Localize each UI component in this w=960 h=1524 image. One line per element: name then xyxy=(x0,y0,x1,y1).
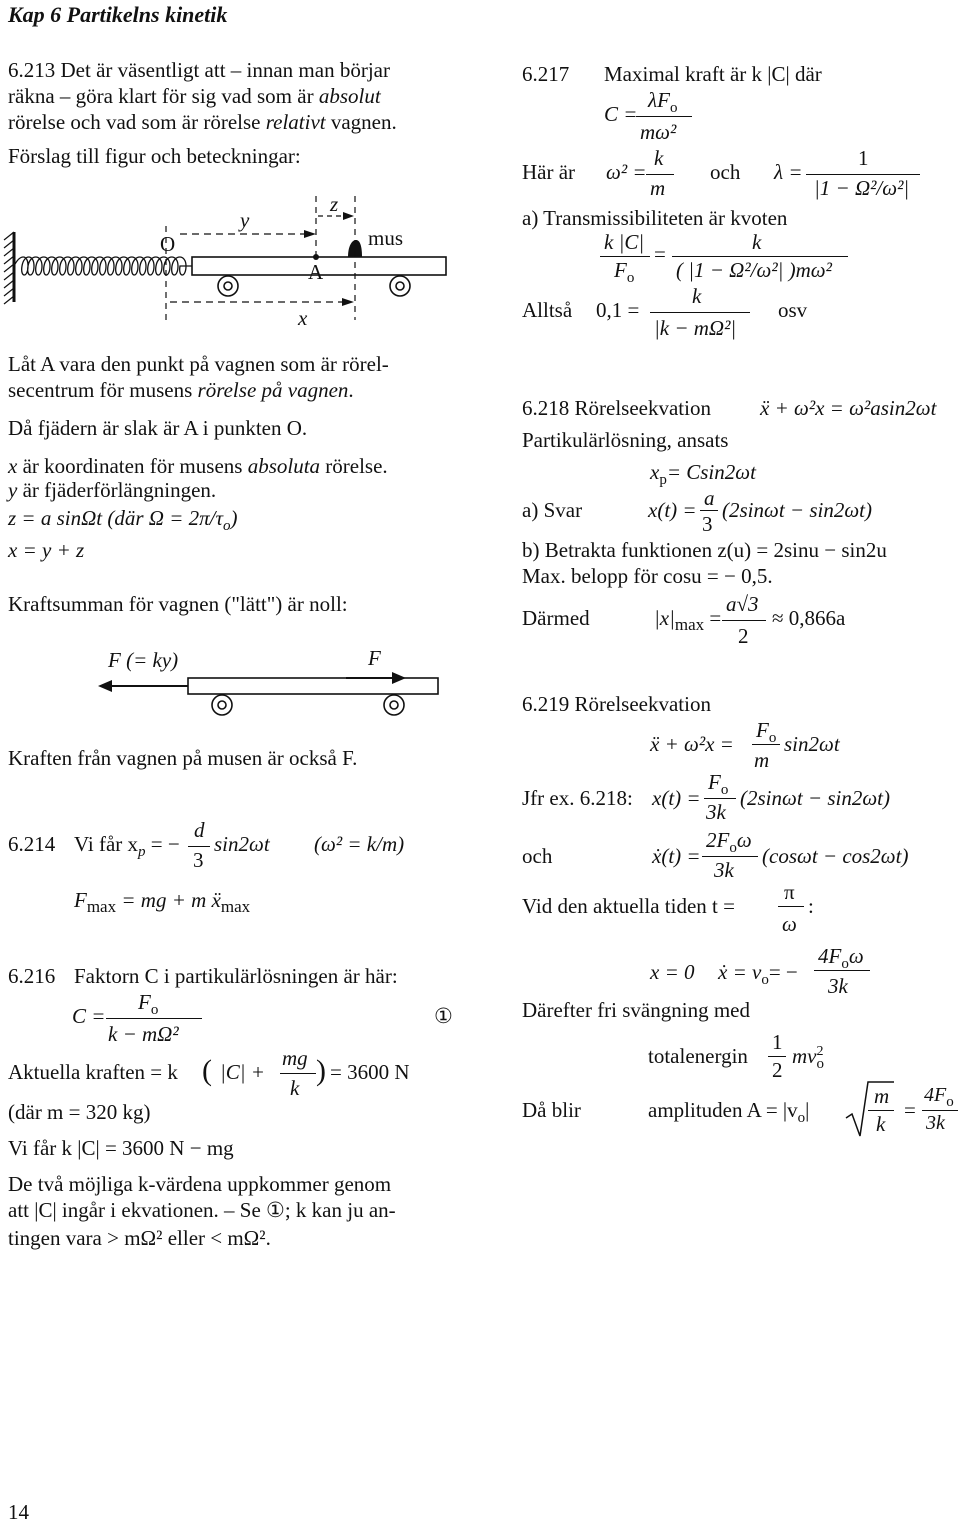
p6217-kc: k |C| xyxy=(604,230,645,254)
p6216-c-num: $F_o$ xyxy=(138,990,159,1018)
p6218-a-rhs: (2sinωt − sin2ωt) xyxy=(722,498,872,522)
p6217-k3: k xyxy=(692,284,702,308)
p6217-lambda: λ = xyxy=(774,160,803,184)
p6219-sq-num: m xyxy=(874,1084,890,1108)
p6214-eq2: $F_{max}$ = mg + m ẍ$_{max}$ xyxy=(74,888,251,916)
p6214-den: 3 xyxy=(193,848,204,872)
text1-line5: y är fjäderförlängningen. xyxy=(8,478,217,502)
text1-line4: x är koordinaten för musens absoluta rörelse. xyxy=(8,454,388,478)
p6219-v0-den: 3k xyxy=(828,974,848,998)
p6217-eq: = xyxy=(654,242,666,266)
spring-cart-figure xyxy=(0,190,460,330)
p6216-force-num: mg xyxy=(282,1046,308,1070)
p6219-eq-num: $F_o$ xyxy=(756,718,777,746)
p6219-jfr-lhs: x(t) = xyxy=(652,786,701,810)
p6217-one: 1 xyxy=(858,146,869,170)
text2: Kraften från vagnen på musen är också F. xyxy=(8,746,358,770)
p6219-vid-den: ω xyxy=(782,912,797,936)
fig1-label-x: x xyxy=(298,306,308,330)
p6217-k2: k xyxy=(752,230,762,254)
p6218-a-bar xyxy=(700,510,718,511)
p6217-line1: Maximal kraft är k |C| där xyxy=(604,62,822,86)
p6218-d-den: 2 xyxy=(738,624,749,648)
p6218-d-num: a√3 xyxy=(726,592,759,616)
p6216-force-rhs: = 3600 N xyxy=(330,1060,410,1084)
p6216-vi-far: Vi får k |C| = 3600 N − mg xyxy=(8,1136,234,1160)
p6216-paren-left: ( xyxy=(202,1054,212,1087)
text1-line2: secentrum för musens rörelse på vagnen. xyxy=(8,378,354,402)
p6219-darefter: Därefter fri svängning med xyxy=(522,998,750,1022)
p6219-amp-num: $4F_o$ xyxy=(924,1084,954,1110)
p6219-jfr-rhs: (2sinωt − sin2ωt) xyxy=(740,786,890,810)
p6218-xmax: $|x|_{max}$ = xyxy=(654,606,722,634)
p6217-c-lhs: C = xyxy=(604,102,638,126)
p6214-sin: sin2ωt xyxy=(214,832,270,856)
cart2-body xyxy=(188,678,438,694)
p6218-max-line: Max. belopp för cosu = − 0,5. xyxy=(522,564,773,588)
p6217-t-den: ( |1 − Ω²/ω²| )mω² xyxy=(676,258,832,282)
text1-line8: Kraftsumman för vagnen ("lätt") är noll: xyxy=(8,592,348,616)
p6214-frac-bar xyxy=(188,846,210,847)
p6219-line1: 6.219 Rörelseekvation xyxy=(522,692,711,716)
fig2-right-label: F xyxy=(368,646,381,670)
p6218-d-bar xyxy=(722,620,766,621)
p6217-Fo: $F_o$ xyxy=(614,258,635,286)
p6217-val: 0,1 = xyxy=(596,298,640,322)
p6219-vid-num: π xyxy=(784,880,795,904)
p6219-v0-num: $4F_o\omega$ xyxy=(818,944,864,972)
p6217-a-bar xyxy=(650,312,750,313)
p6219-och-num: $2F_o\omega$ xyxy=(706,828,752,856)
p6216-circle-marker: ① xyxy=(434,1004,453,1028)
p6217-c-num: $\lambda F_o$ xyxy=(648,88,678,116)
problem-6213-line2: räkna – göra klart för sig vad som är absolut xyxy=(8,84,381,108)
p6219-total: totalenergin xyxy=(648,1044,748,1068)
spring xyxy=(14,257,192,275)
p6216-paren-right: ) xyxy=(316,1054,326,1087)
p6218-line2: Partikulärlösning, ansats xyxy=(522,428,729,452)
fig2-left-label: F (= ky) xyxy=(108,648,179,672)
p6219-och-rhs: (cosωt − cos2ωt) xyxy=(762,844,909,868)
p6216-force-bar xyxy=(280,1073,316,1074)
p6216-c-den: k − mΩ² xyxy=(108,1022,179,1046)
p6214-eq1-lhs: Vi får $x_p$ = − xyxy=(74,832,180,860)
p6219-jfr-bar xyxy=(704,798,736,799)
p6218-a-den: 3 xyxy=(702,512,713,536)
p6219-eq-den: m xyxy=(754,748,770,772)
p6219-dablir: Då blir xyxy=(522,1098,581,1122)
cart-forces-figure xyxy=(0,660,460,720)
p6218-b-line: b) Betrakta funktionen z(u) = 2sinu − sin2u xyxy=(522,538,887,562)
text1-line1: Låt A vara den punkt på vagnen som är rörel- xyxy=(8,352,389,376)
p6216-c-bar xyxy=(106,1018,202,1019)
p6218-eq1: ẍ + ω²x = ω²asin2ωt xyxy=(760,396,937,420)
p6217-c-den: mω² xyxy=(640,120,677,144)
p6216-label: 6.216 xyxy=(8,964,56,988)
p6219-v0: ẋ = $v_o=$ − xyxy=(718,960,798,988)
p6219-x0: x = 0 xyxy=(650,960,695,984)
p6216-force-inner: |C| + xyxy=(220,1060,265,1084)
problem-6213-line4: Förslag till figur och beteckningar: xyxy=(8,144,301,168)
p6217-lambda-bar xyxy=(806,174,920,175)
page-header: Kap 6 Partikelns kinetik xyxy=(8,2,228,27)
p6217-och: och xyxy=(710,160,741,184)
p6216-force-den: k xyxy=(290,1076,300,1100)
p6219-amp-bar xyxy=(922,1110,958,1111)
fig1-label-y: y xyxy=(240,208,250,232)
p6219-amp: amplituden $A = |v_o|$ xyxy=(648,1098,810,1126)
p6219-eq-rhs: sin2ωt xyxy=(784,732,840,756)
p6216-end-line1: De två möjliga k-värdena uppkommer genom xyxy=(8,1172,392,1196)
p6219-v0-bar xyxy=(814,970,870,971)
p6214-num: d xyxy=(194,818,205,842)
text1-line7: x = y + z xyxy=(8,538,85,562)
p6216-c-lhs: C = xyxy=(72,1004,106,1028)
p6217-km-bar xyxy=(646,174,674,175)
text1-line6: z = a sinΩt (där $\Omega = 2\pi/\tau_o$) xyxy=(8,506,238,534)
p6216-force-lhs: Aktuella kraften = k xyxy=(8,1060,178,1084)
p6217-har-ar: Här är xyxy=(522,160,576,184)
p6219-och-bar xyxy=(702,856,758,857)
p6219-vid-colon: : xyxy=(808,894,814,918)
p6219-vid-bar xyxy=(778,906,804,907)
fig1-label-O: O xyxy=(160,232,176,256)
p6219-jfr: Jfr ex. 6.218: xyxy=(522,786,633,810)
p6219-jfr-den: 3k xyxy=(706,800,726,824)
p6217-m: m xyxy=(650,176,666,200)
p6216-line1: Faktorn C i partikulärlösningen är här: xyxy=(74,964,398,988)
p6218-darmed: Därmed xyxy=(522,606,590,630)
p6217-c-bar xyxy=(636,116,692,117)
p6214-label: 6.214 xyxy=(8,832,56,856)
p6217-a-line: a) Transmissibiliteten är kvoten xyxy=(522,206,788,230)
p6216-where: (där m = 320 kg) xyxy=(8,1100,151,1124)
p6219-vid: Vid den aktuella tiden t = xyxy=(522,894,735,918)
p6217-alltsa: Alltså xyxy=(522,298,573,322)
p6219-och: och xyxy=(522,844,553,868)
p6217-label: 6.217 xyxy=(522,62,570,86)
fig1-label-mus: mus xyxy=(368,226,404,250)
p6219-sq-bar xyxy=(868,1110,894,1111)
problem-6213-line1: 6.213 Det är väsentligt att – innan man börjar xyxy=(8,58,390,82)
p6216-end-line3: tingen vara > mΩ² eller < mΩ². xyxy=(8,1226,271,1250)
p6216-end-line2: att |C| ingår i ekvationen. – Se ①; k kan ju an- xyxy=(8,1198,396,1222)
p6219-half-den: 2 xyxy=(772,1058,783,1082)
p6219-amp-den: 3k xyxy=(926,1112,945,1134)
fig1-label-A: A xyxy=(308,260,324,284)
p6217-k: k xyxy=(654,146,664,170)
p6219-sq-den: k xyxy=(876,1112,886,1136)
p6217-a-den: |k − mΩ²| xyxy=(654,316,737,340)
p6217-lambda-den: |1 − Ω²/ω²| xyxy=(814,176,910,200)
p6218-line1: 6.218 Rörelseekvation xyxy=(522,396,711,420)
p6219-och-lhs: ẋ(t) = xyxy=(652,844,701,868)
p6214-omega: (ω² = k/m) xyxy=(314,832,405,856)
p6219-eq-bar xyxy=(752,744,780,745)
p6217-osv: osv xyxy=(778,298,808,322)
p6219-mv: $mv^2_o$ xyxy=(792,1044,824,1072)
problem-6213-line3: rörelse och vad som är rörelse relativt vagnen. xyxy=(8,110,397,134)
p6219-amp-eq: = xyxy=(904,1098,916,1122)
p6217-t-bar xyxy=(672,256,848,257)
fig1-label-z: z xyxy=(330,192,339,216)
p6218-xt: x(t) = xyxy=(648,498,697,522)
p6219-half-bar xyxy=(768,1056,786,1057)
p6217-kc-bar xyxy=(600,256,650,257)
p6219-eq-lhs: ẍ + ω²x = xyxy=(650,732,734,756)
p6218-d-rhs: ≈ 0,866a xyxy=(772,606,846,630)
text1-line3: Då fjädern är slak är A i punkten O. xyxy=(8,416,308,440)
p6219-half-num: 1 xyxy=(772,1030,783,1054)
p6218-a-svar: a) Svar xyxy=(522,498,583,522)
page-number: 14 xyxy=(8,1500,29,1524)
p6219-och-den: 3k xyxy=(714,858,734,882)
p6219-jfr-num: $F_o$ xyxy=(708,770,729,798)
p6218-xp: $x_p= Csin2\omega t$ xyxy=(650,460,756,488)
p6217-w2: ω² = xyxy=(606,160,647,184)
p6218-a-num: a xyxy=(704,486,715,510)
